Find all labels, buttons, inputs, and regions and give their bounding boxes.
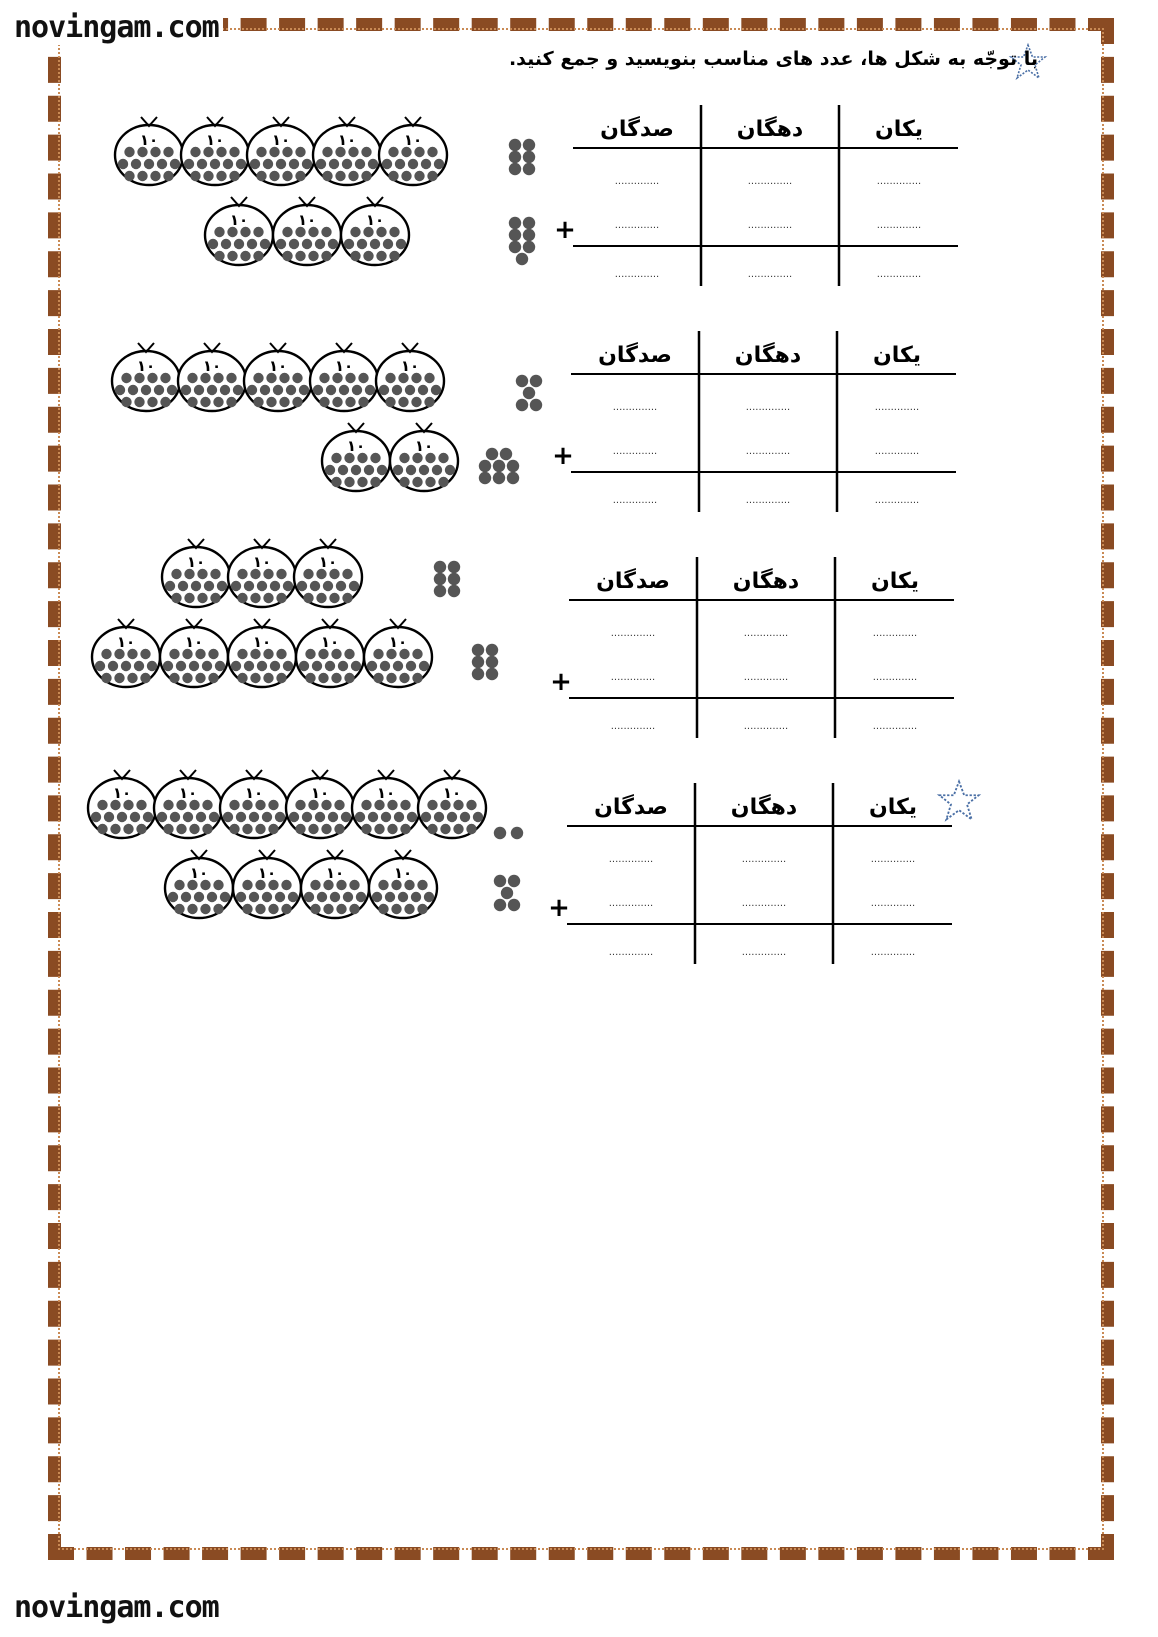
answer-blank: .............. — [741, 854, 787, 865]
unit-dots — [509, 217, 535, 265]
ten-bag — [379, 117, 447, 185]
answer-blank: .............. — [747, 176, 793, 187]
answer-blank: .............. — [743, 721, 789, 732]
answer-blank: .............. — [743, 672, 789, 683]
column-header-tens: دهگان — [732, 569, 800, 594]
answer-blank: .............. — [872, 721, 918, 732]
answer-blank: .............. — [870, 854, 916, 865]
bag-label: ۱۰ — [244, 784, 264, 802]
plus-sign: + — [548, 893, 570, 923]
ten-bag — [220, 770, 288, 838]
unit-dots — [494, 875, 520, 911]
bag-label: ۱۰ — [116, 633, 136, 651]
bag-label: ۱۰ — [139, 131, 159, 149]
answer-blank: .............. — [745, 495, 791, 506]
bag-label: ۱۰ — [346, 437, 366, 455]
bag-label: ۱۰ — [112, 784, 132, 802]
ten-bag — [418, 770, 486, 838]
bag-label: ۱۰ — [257, 864, 277, 882]
ten-bag — [376, 343, 444, 411]
ten-bag — [165, 850, 233, 918]
ten-bag — [369, 850, 437, 918]
answer-blank: .............. — [872, 672, 918, 683]
ten-bag — [273, 197, 341, 265]
bag-label: ۱۰ — [297, 211, 317, 229]
plus-sign: + — [552, 441, 574, 471]
ten-bag — [233, 850, 301, 918]
ten-bag — [244, 343, 312, 411]
bag-label: ۱۰ — [442, 784, 462, 802]
ten-bag — [352, 770, 420, 838]
unit-dots — [472, 644, 498, 680]
bag-label: ۱۰ — [334, 357, 354, 375]
answer-blank: .............. — [608, 898, 654, 909]
column-header-ones: یکان — [874, 117, 924, 142]
bag-label: ۱۰ — [205, 131, 225, 149]
answer-blank: .............. — [612, 495, 658, 506]
ten-bag — [310, 343, 378, 411]
ten-bag — [205, 197, 273, 265]
ten-bag — [364, 619, 432, 687]
bag-label: ۱۰ — [136, 357, 156, 375]
bag-label: ۱۰ — [376, 784, 396, 802]
plus-sign: + — [554, 215, 576, 245]
unit-dots — [479, 448, 519, 484]
answer-blank: .............. — [614, 176, 660, 187]
answer-blank: .............. — [612, 402, 658, 413]
ten-bag — [228, 619, 296, 687]
place-value-table — [552, 331, 956, 512]
site-watermark-top: novingam.com — [10, 10, 223, 45]
bag-label: ۱۰ — [393, 864, 413, 882]
answer-blank: .............. — [874, 446, 920, 457]
column-header-tens: دهگان — [736, 117, 804, 142]
place-value-table — [550, 557, 954, 738]
answer-blank: .............. — [745, 402, 791, 413]
ten-bag — [112, 343, 180, 411]
bag-label: ۱۰ — [365, 211, 385, 229]
bag-label: ۱۰ — [310, 784, 330, 802]
bag-label: ۱۰ — [318, 553, 338, 571]
answer-blank: .............. — [747, 269, 793, 280]
answer-blank: .............. — [876, 176, 922, 187]
place-value-table — [548, 783, 952, 964]
answer-blank: .............. — [743, 628, 789, 639]
answer-blank: .............. — [874, 495, 920, 506]
place-value-table — [554, 105, 958, 286]
exercise-block — [0, 100, 924, 300]
ten-bag — [115, 117, 183, 185]
exercise-block — [0, 326, 920, 526]
ten-bag — [296, 619, 364, 687]
ten-bag — [92, 619, 160, 687]
plus-sign: + — [550, 667, 572, 697]
bag-label: ۱۰ — [400, 357, 420, 375]
answer-blank: .............. — [870, 898, 916, 909]
bag-label: ۱۰ — [325, 864, 345, 882]
bag-label: ۱۰ — [320, 633, 340, 651]
answer-blank: .............. — [608, 854, 654, 865]
unit-dots — [509, 139, 535, 175]
answer-blank: .............. — [872, 628, 918, 639]
ten-bag — [313, 117, 381, 185]
ten-bag — [181, 117, 249, 185]
column-header-hundreds: صدگان — [600, 117, 674, 142]
column-header-hundreds: صدگان — [594, 795, 668, 820]
answer-blank: .............. — [610, 628, 656, 639]
ten-bag — [341, 197, 409, 265]
unit-dots — [516, 375, 542, 411]
bag-label: ۱۰ — [252, 633, 272, 651]
star-icon — [936, 778, 982, 824]
answer-blank: .............. — [745, 446, 791, 457]
answer-blank: .............. — [608, 947, 654, 958]
answer-blank: .............. — [747, 220, 793, 231]
answer-blank: .............. — [870, 947, 916, 958]
bag-label: ۱۰ — [268, 357, 288, 375]
bag-label: ۱۰ — [403, 131, 423, 149]
bag-label: ۱۰ — [189, 864, 209, 882]
answer-blank: .............. — [876, 220, 922, 231]
bag-label: ۱۰ — [186, 553, 206, 571]
column-header-tens: دهگان — [734, 343, 802, 368]
column-header-ones: یکان — [870, 569, 920, 594]
bag-label: ۱۰ — [178, 784, 198, 802]
ten-bag — [178, 343, 246, 411]
answer-blank: .............. — [876, 269, 922, 280]
answer-blank: .............. — [741, 898, 787, 909]
bag-label: ۱۰ — [337, 131, 357, 149]
answer-blank: .............. — [614, 269, 660, 280]
answer-blank: .............. — [610, 721, 656, 732]
bag-label: ۱۰ — [271, 131, 291, 149]
answer-blank: .............. — [610, 672, 656, 683]
instruction-text: با توجّه به شکل ها، عدد های مناسب بنویسید و جمع کنید. — [508, 48, 1038, 70]
exercise-block — [0, 778, 920, 978]
exercise-block — [0, 552, 920, 752]
bag-label: ۱۰ — [202, 357, 222, 375]
bag-label: ۱۰ — [184, 633, 204, 651]
unit-dots — [494, 827, 523, 839]
column-header-ones: یکان — [868, 795, 918, 820]
column-header-tens: دهگان — [730, 795, 798, 820]
bag-label: ۱۰ — [414, 437, 434, 455]
bag-label: ۱۰ — [252, 553, 272, 571]
column-header-hundreds: صدگان — [598, 343, 672, 368]
bag-label: ۱۰ — [388, 633, 408, 651]
ten-bag — [88, 770, 156, 838]
ten-bag — [301, 850, 369, 918]
answer-blank: .............. — [874, 402, 920, 413]
ten-bag — [247, 117, 315, 185]
answer-blank: .............. — [741, 947, 787, 958]
site-watermark-bottom: novingam.com — [10, 1590, 223, 1625]
column-header-hundreds: صدگان — [596, 569, 670, 594]
bag-label: ۱۰ — [229, 211, 249, 229]
ten-bag — [154, 770, 222, 838]
ten-bag — [390, 423, 458, 491]
ten-bag — [286, 770, 354, 838]
ten-bag — [322, 423, 390, 491]
column-header-ones: یکان — [872, 343, 922, 368]
unit-dots — [434, 561, 460, 597]
ten-bag — [160, 619, 228, 687]
answer-blank: .............. — [614, 220, 660, 231]
answer-blank: .............. — [612, 446, 658, 457]
